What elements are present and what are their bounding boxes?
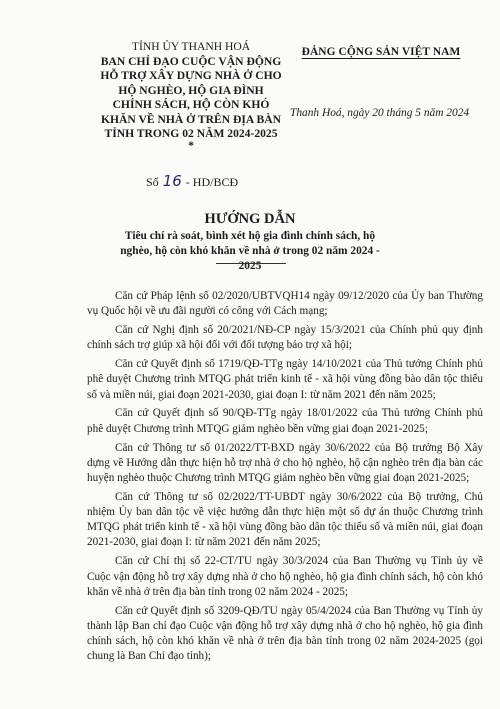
number-suffix: - HD/BCĐ <box>185 175 239 189</box>
separator-star: * <box>188 138 194 152</box>
issuing-authority-block <box>100 40 282 151</box>
document-type-title: HƯỚNG DẪN <box>204 211 296 227</box>
legal-basis-paragraph: Căn cứ Nghị định số 20/2021/NĐ-CP ngày 15/3/2021 của Chính phủ quy định chính sách trợ giúp xã hội đối với đối tượng bảo trợ xã hội; <box>87 324 483 352</box>
party-header-block <box>286 46 476 58</box>
legal-basis-paragraph: Căn cứ Thông tư số 02/2022/TT-UBDT ngày 30/6/2022 của Bộ trưởng, Chủ nhiệm Ủy ban dân tộc về việc hướng dẫn thực hiện một số dự án thuộc Chương trình MTQG phát triển kinh tế - xã hội vùng đồng bào dân tộc thiểu số và miền núi, giai đoạn 2021-2030, giai đoạn I: từ năm 2021 đến năm 2025; <box>87 490 483 549</box>
document-body <box>87 289 483 668</box>
document-number <box>146 172 238 190</box>
subject-underline <box>216 263 286 264</box>
legal-basis-paragraph: Căn cứ Quyết định số 90/QĐ-TTg ngày 18/01/2022 của Thủ tướng Chính phủ phê duyệt Chương trình MTQG giảm nghèo bền vững giai đoạn 2021-2025; <box>87 407 483 435</box>
parent-organization: TỈNH ỦY THANH HOÁ <box>131 40 251 53</box>
document-subject: Tiêu chí rà soát, bình xét hộ gia đình chính sách, hộ nghèo, hộ còn khó khăn về nhà ở trong 02 năm 2024 - 2025 <box>120 230 380 272</box>
legal-basis-paragraph: Căn cứ Quyết định số 3209-QĐ/TU ngày 05/4/2024 của Ban Thường vụ Tỉnh ủy thành lập Ban chỉ đạo Cuộc vận động hỗ trợ xây dựng nhà ở cho hộ nghèo, hộ gia đình chính sách, hộ còn khó khăn về nhà ở trên địa bàn tỉnh trong 02 năm 2024-2025 (gọi chung là Ban Chỉ đạo tỉnh); <box>87 604 483 663</box>
legal-basis-paragraph: Căn cứ Quyết định số 1719/QĐ-TTg ngày 14/10/2021 của Thủ tướng Chính phủ phê duyệt Chương trình MTQG phát triển kinh tế - xã hội vùng đồng bào dân tộc thiểu số và miền núi, giai đoạn 2021-2030, giai đoạn I: từ năm 2021 đến năm 2025; <box>87 358 483 401</box>
number-prefix: Số <box>146 175 159 189</box>
place-date-line: Thanh Hoá, ngày 20 tháng 5 năm 2024 <box>290 107 470 119</box>
legal-basis-paragraph: Căn cứ Pháp lệnh số 02/2020/UBTVQH14 ngày 09/12/2020 của Ủy ban Thường vụ Quốc hội về ưu đãi người có công với Cách mạng; <box>87 290 483 318</box>
party-name: ĐẢNG CỘNG SẢN VIỆT NAM <box>301 46 461 58</box>
issuing-organization: BAN CHỈ ĐẠO CUỘC VẬN ĐỘNG HỖ TRỢ XÂY DỰNG NHÀ Ở CHO HỘ NGHÈO, HỘ GIA ĐÌNH CHÍNH SÁCH, HỘ CÒN KHÓ KHĂN VỀ NHÀ Ở TRÊN ĐỊA BÀN TỈNH TRONG 02 NĂM 2024-2025 <box>100 54 282 140</box>
handwritten-number: 16 <box>162 172 182 190</box>
legal-basis-paragraph: Căn cứ Chỉ thị số 22-CT/TU ngày 30/3/2024 của Ban Thường vụ Tỉnh ủy về Cuộc vận động hỗ trợ xây dựng nhà ở cho hộ nghèo, hộ gia đình chính sách, hộ còn khó khăn về nhà ở trên địa bàn tỉnh trong 02 năm 2024 - 2025; <box>87 555 483 598</box>
legal-basis-paragraph: Căn cứ Thông tư số 01/2022/TT-BXD ngày 30/6/2022 của Bộ trưởng Bộ Xây dựng về Hướng dẫn thực hiện hỗ trợ nhà ở cho hộ nghèo, hộ cận nghèo trên địa bàn các huyện nghèo thuộc Chương trình MTQG giảm nghèo bền vững giai đoạn 2021-2025; <box>87 441 483 484</box>
